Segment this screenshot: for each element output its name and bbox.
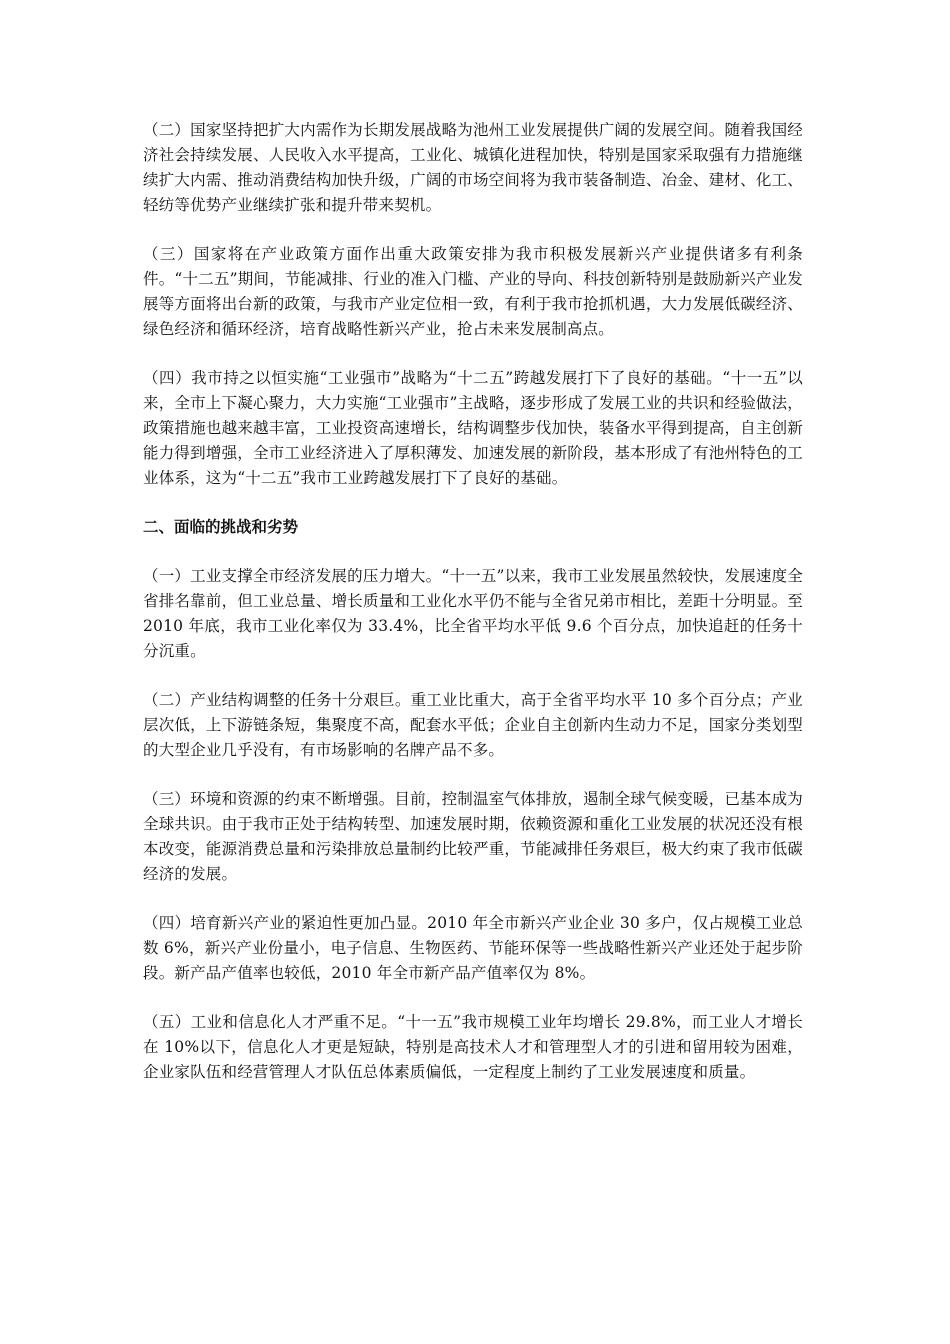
- paragraph-domestic-demand: （二）国家坚持把扩大内需作为长期发展战略为池州工业发展提供广阔的发展空间。随着我国经济社会持续发展、人民收入水平提高，工业化、城镇化进程加快，特别是国家采取强有力措施继续扩大内需、推动消费结构加快升级，广阔的市场空间将为我市装备制造、冶金、建材、化工、轻纺等优势产业继续扩张和提升带来契机。: [143, 121, 803, 214]
- paragraph-gap: [143, 540, 803, 564]
- paragraph-industrial-policy: （三）国家将在产业政策方面作出重大政策安排为我市积极发展新兴产业提供诸多有利条件。“十二五”期间，节能减排、行业的准入门槛、产业的导向、科技创新特别是鼓励新兴产业发展等方面将出台新的政策，与我市产业定位相一致，有利于我市抢抓机遇，大力发展低碳经济、绿色经济和循环经济，培育战略性新兴产业，抢占未来发展制高点。: [143, 245, 803, 338]
- paragraph-industrial-strength: （四）我市持之以恒实施“工业强市”战略为“十二五”跨越发展打下了良好的基础。“十一五”以来，全市上下凝心聚力，大力实施“工业强市”主战略，逐步形成了发展工业的共识和经验做法，政策措施也越来越丰富，工业投资高速增长，结构调整步伐加快，装备水平得到提高，自主创新能力得到增强，全市工业经济进入了厚积薄发、加速发展的新阶段，基本形成了有池州特色的工业体系，这为“十二五”我市工业跨越发展打下了良好的基础。: [143, 369, 803, 487]
- section-heading-challenges: 二、面临的挑战和劣势: [143, 518, 299, 536]
- paragraph-gap: [143, 218, 803, 242]
- paragraph-gap: [143, 887, 803, 911]
- paragraph-emerging-industries: （四）培育新兴产业的紧迫性更加凸显。2010 年全市新兴产业企业 30 多户，仅占规模工业总数 6%，新兴产业份量小，电子信息、生物医药、节能环保等一些战略性新兴产业还处于起步阶段。新产品产值率也较低，2010 年全市新产品产值率仅为 8%。: [143, 914, 803, 982]
- paragraph-gap: [143, 763, 803, 787]
- paragraph-gap: [143, 491, 803, 515]
- paragraph-gap: [143, 342, 803, 366]
- paragraph-environment-constraints: （三）环境和资源的约束不断增强。目前，控制温室气体排放，遏制全球气候变暖，已基本成为全球共识。由于我市正处于结构转型、加速发展时期，依赖资源和重化工业发展的状况还没有根本改变，能源消费总量和污染排放总量制约比较严重，节能减排任务艰巨，极大约束了我市低碳经济的发展。: [143, 790, 803, 883]
- paragraph-talent-shortage: （五）工业和信息化人才严重不足。“十一五”我市规模工业年均增长 29.8%，而工业人才增长在 10%以下，信息化人才更是短缺，特别是高技术人才和管理型人才的引进和留用较为困难，企业家队伍和经营管理人才队伍总体素质偏低，一定程度上制约了工业发展速度和质量。: [143, 1013, 803, 1081]
- paragraph-structure-adjustment: （二）产业结构调整的任务十分艰巨。重工业比重大，高于全省平均水平 10 多个百分点；产业层次低，上下游链条短，集聚度不高，配套水平低；企业自主创新内生动力不足，国家分类划型的大型企业几乎没有，有市场影响的名牌产品不多。: [143, 691, 803, 759]
- document-page: [143, 118, 803, 1085]
- paragraph-gap: [143, 986, 803, 1010]
- paragraph-economic-pressure: （一）工业支撑全市经济发展的压力增大。“十一五”以来，我市工业发展虽然较快，发展速度全省排名靠前，但工业总量、增长质量和工业化水平仍不能与全省兄弟市相比，差距十分明显。至 2010 年底，我市工业化率仅为 33.4%，比全省平均水平低 9.6 个百分点，加快追赶的任务十分沉重。: [143, 567, 803, 660]
- paragraph-gap: [143, 664, 803, 688]
